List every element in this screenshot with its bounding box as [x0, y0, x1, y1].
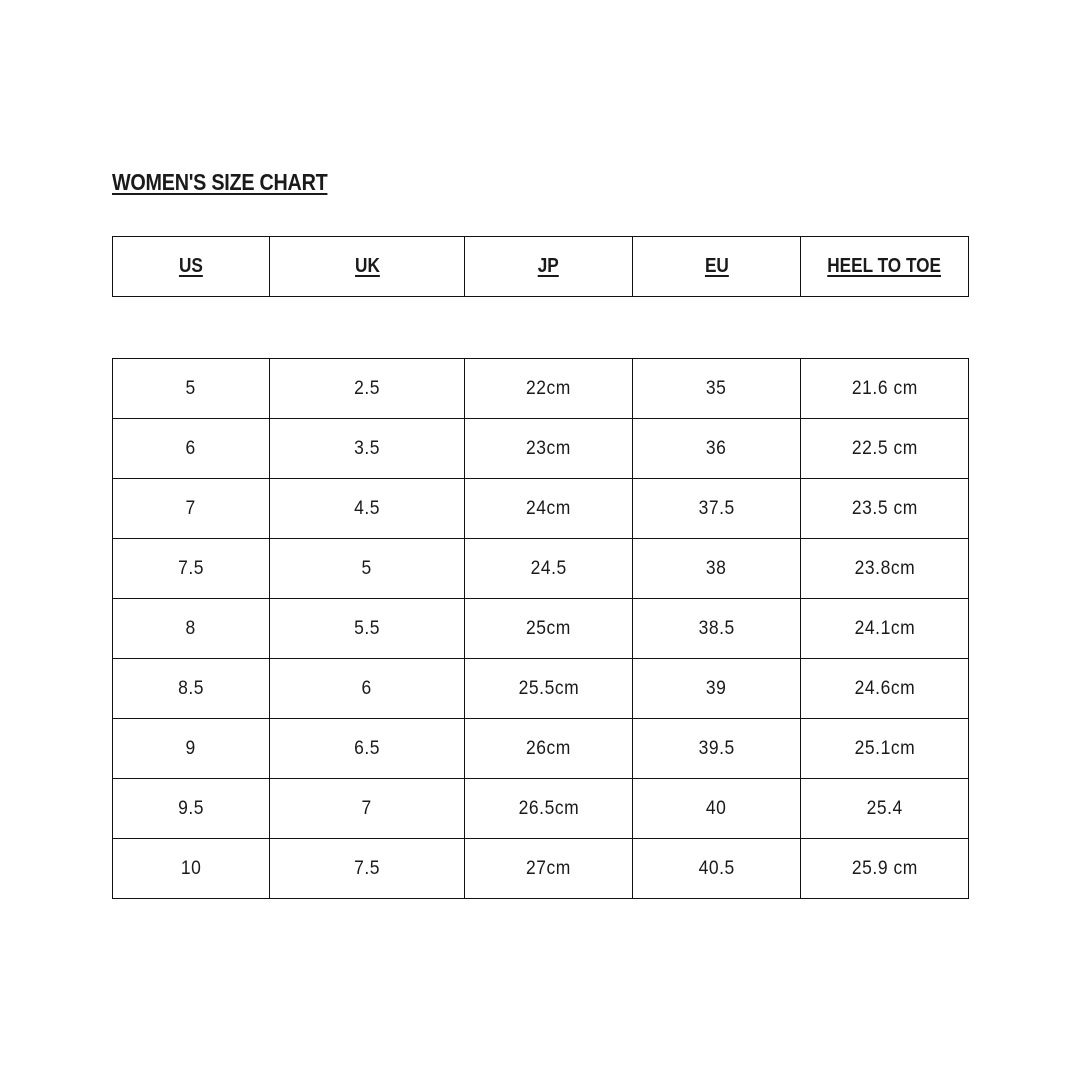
cell-value: 5.5: [354, 617, 380, 639]
cell-heel-to-toe: [801, 779, 969, 839]
cell-value: 38.5: [698, 617, 735, 639]
cell-value: 8: [185, 617, 197, 639]
cell-value: 25.5cm: [518, 677, 579, 699]
cell-value: 35: [706, 377, 727, 399]
cell-heel-to-toe: [801, 539, 969, 599]
cell-value: 9.5: [178, 797, 204, 819]
cell-uk: [270, 719, 465, 779]
cell-jp: [465, 479, 633, 539]
cell-uk: [270, 779, 465, 839]
cell-uk: [270, 419, 465, 479]
cell-eu: [633, 599, 801, 659]
cell-jp: [465, 419, 633, 479]
cell-heel-to-toe: [801, 599, 969, 659]
cell-value: 6.5: [354, 737, 380, 759]
cell-jp: [465, 359, 633, 419]
header-cell-jp: [465, 237, 633, 297]
cell-value: 39: [706, 677, 727, 699]
cell-jp: [465, 839, 633, 899]
header-cell-heel-to-toe: [801, 237, 969, 297]
cell-jp: [465, 659, 633, 719]
cell-value: 5: [361, 557, 373, 579]
header-row: [113, 237, 969, 297]
size-chart-rows: [113, 359, 969, 899]
cell-value: 8.5: [178, 677, 204, 699]
cell-uk: [270, 839, 465, 899]
cell-heel-to-toe: [801, 479, 969, 539]
header-cell-uk: [270, 237, 465, 297]
cell-eu: [633, 539, 801, 599]
cell-eu: [633, 659, 801, 719]
cell-uk: [270, 659, 465, 719]
cell-uk: [270, 599, 465, 659]
cell-value: 39.5: [698, 737, 735, 759]
cell-value: 25.1cm: [854, 737, 915, 759]
table-row: [113, 839, 969, 899]
cell-value: 24cm: [526, 497, 571, 519]
cell-value: 40: [706, 797, 727, 819]
cell-value: 24.6cm: [854, 677, 915, 699]
cell-jp: [465, 599, 633, 659]
cell-us: [113, 479, 270, 539]
header-label: JP: [537, 255, 560, 277]
cell-value: 6: [361, 677, 373, 699]
cell-value: 38: [706, 557, 727, 579]
cell-value: 22.5 cm: [851, 437, 918, 459]
cell-heel-to-toe: [801, 719, 969, 779]
header-label: HEEL TO TOE: [827, 255, 942, 277]
cell-heel-to-toe: [801, 359, 969, 419]
cell-value: 25.9 cm: [851, 857, 918, 879]
cell-value: 6: [185, 437, 197, 459]
cell-uk: [270, 359, 465, 419]
cell-value: 25.4: [866, 797, 903, 819]
header-cell-us: [113, 237, 270, 297]
table-row: [113, 479, 969, 539]
table-row: [113, 539, 969, 599]
cell-eu: [633, 839, 801, 899]
table-row: [113, 659, 969, 719]
header-label: US: [179, 255, 203, 277]
header-cell-eu: [633, 237, 801, 297]
size-chart-table: [112, 358, 969, 899]
table-row: [113, 599, 969, 659]
cell-value: 27cm: [526, 857, 571, 879]
cell-jp: [465, 539, 633, 599]
cell-value: 5: [185, 377, 197, 399]
cell-eu: [633, 419, 801, 479]
cell-eu: [633, 719, 801, 779]
cell-value: 24.5: [530, 557, 567, 579]
cell-value: 2.5: [354, 377, 380, 399]
size-chart-header: [112, 236, 969, 297]
cell-eu: [633, 779, 801, 839]
table-row: [113, 719, 969, 779]
cell-value: 23cm: [526, 437, 571, 459]
cell-jp: [465, 779, 633, 839]
cell-value: 7.5: [178, 557, 204, 579]
cell-eu: [633, 359, 801, 419]
cell-us: [113, 839, 270, 899]
cell-value: 7.5: [354, 857, 380, 879]
cell-value: 23.8cm: [854, 557, 915, 579]
cell-jp: [465, 719, 633, 779]
cell-value: 24.1cm: [854, 617, 915, 639]
cell-us: [113, 659, 270, 719]
table-row: [113, 779, 969, 839]
page-title: WOMEN'S SIZE CHART: [112, 169, 328, 195]
header-label: UK: [354, 255, 380, 277]
cell-heel-to-toe: [801, 839, 969, 899]
cell-value: 22cm: [526, 377, 571, 399]
cell-uk: [270, 479, 465, 539]
cell-value: 26cm: [526, 737, 571, 759]
cell-us: [113, 539, 270, 599]
cell-us: [113, 599, 270, 659]
cell-us: [113, 419, 270, 479]
cell-uk: [270, 539, 465, 599]
cell-value: 7: [185, 497, 197, 519]
cell-heel-to-toe: [801, 659, 969, 719]
cell-value: 4.5: [354, 497, 380, 519]
cell-value: 26.5cm: [518, 797, 579, 819]
cell-value: 3.5: [354, 437, 380, 459]
cell-heel-to-toe: [801, 419, 969, 479]
cell-value: 7: [361, 797, 373, 819]
cell-value: 9: [185, 737, 197, 759]
table-row: [113, 419, 969, 479]
cell-value: 25cm: [526, 617, 571, 639]
cell-value: 37.5: [698, 497, 735, 519]
cell-value: 36: [706, 437, 727, 459]
cell-value: 21.6 cm: [851, 377, 918, 399]
table-row: [113, 359, 969, 419]
cell-us: [113, 779, 270, 839]
cell-value: 23.5 cm: [851, 497, 918, 519]
cell-us: [113, 719, 270, 779]
cell-eu: [633, 479, 801, 539]
cell-value: 40.5: [698, 857, 735, 879]
cell-value: 10: [180, 857, 202, 879]
header-label: EU: [704, 255, 729, 277]
cell-us: [113, 359, 270, 419]
